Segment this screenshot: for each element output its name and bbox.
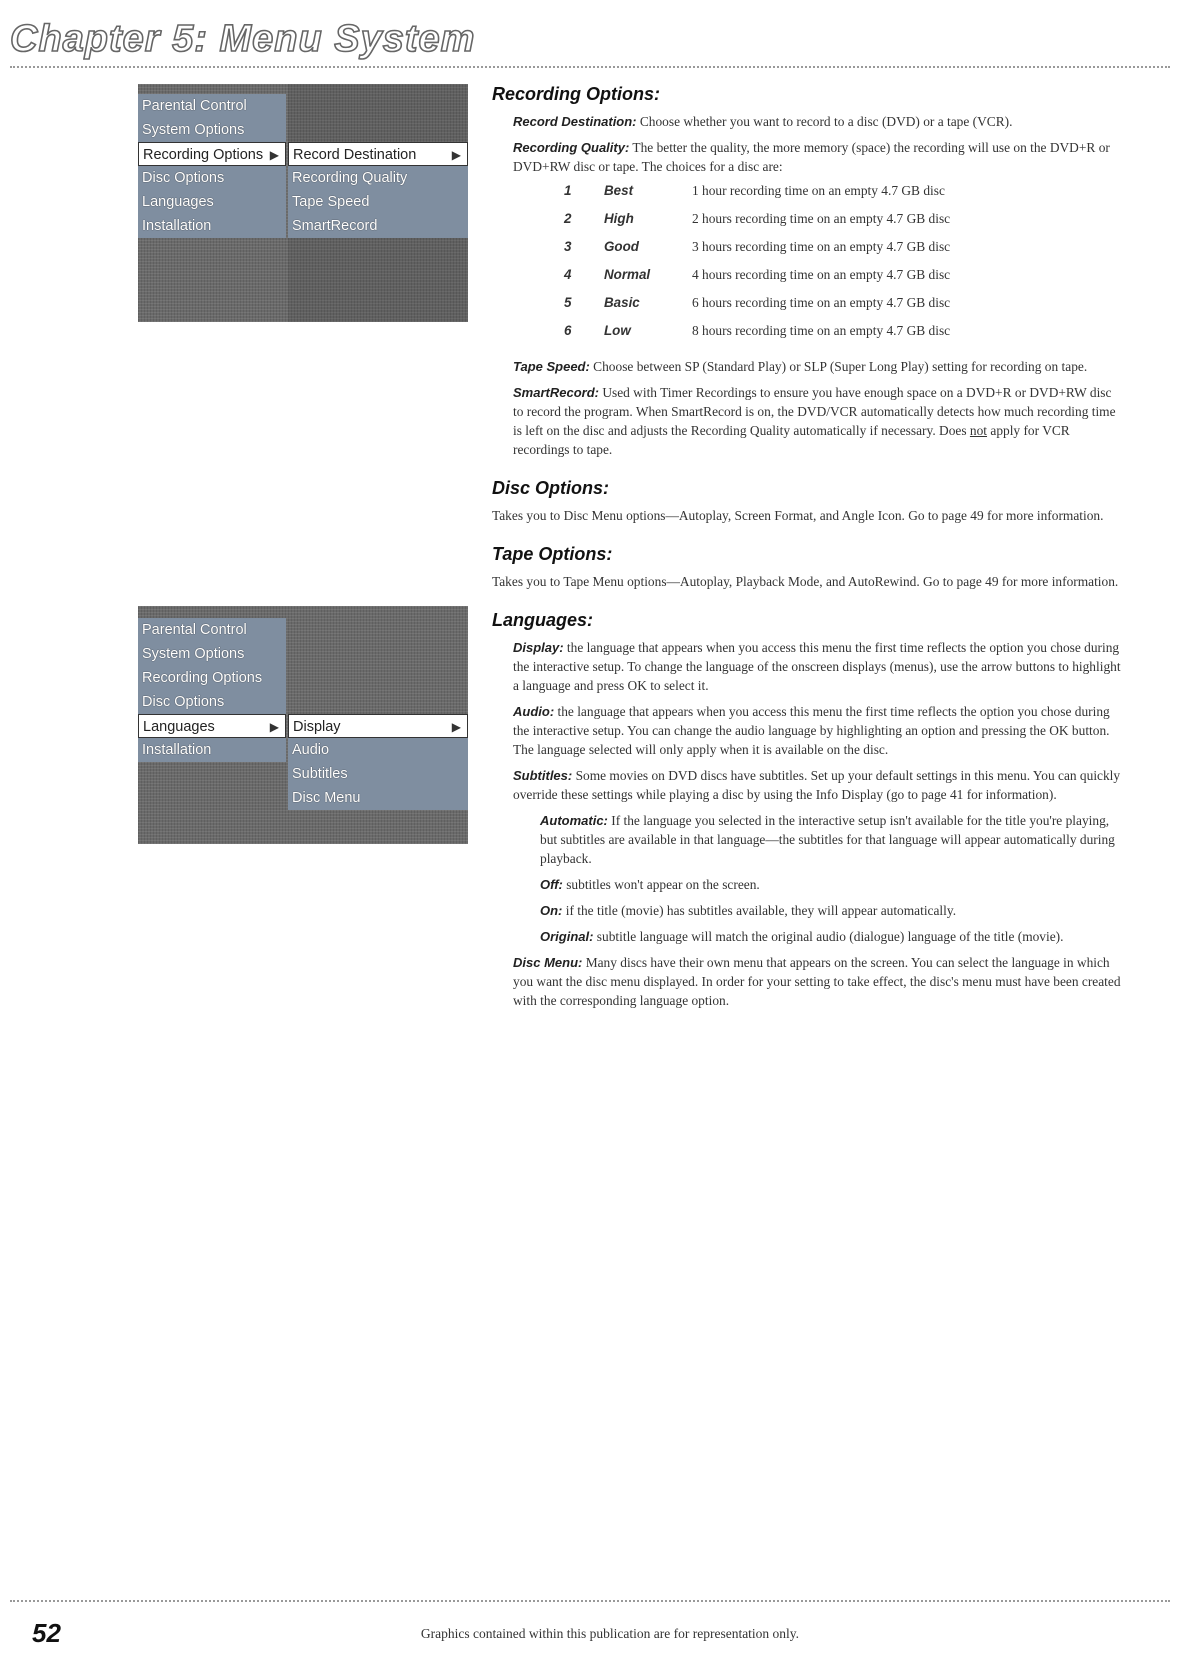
top-rule bbox=[10, 66, 1170, 68]
quality-desc: 1 hour recording time on an empty 4.7 GB disc bbox=[692, 183, 945, 198]
term-smartrecord: SmartRecord: bbox=[513, 385, 599, 400]
para-disc-menu bbox=[492, 953, 1124, 1010]
menu-sub-column bbox=[288, 606, 468, 844]
arrow-right-icon: ▶ bbox=[451, 720, 461, 734]
menu-item-recording-options bbox=[138, 142, 286, 166]
menu-item-languages bbox=[138, 714, 286, 738]
menu-item-installation: Installation bbox=[138, 214, 286, 238]
para-tape-speed bbox=[492, 357, 1124, 376]
submenu-item-smartrecord: SmartRecord bbox=[288, 214, 468, 238]
quality-name: Normal bbox=[604, 267, 651, 282]
term-recording-quality: Recording Quality: bbox=[513, 140, 630, 155]
text-smartrecord-underlined: not bbox=[969, 423, 988, 438]
term-tape-speed: Tape Speed: bbox=[513, 359, 590, 374]
submenu-item-label: Display bbox=[293, 719, 341, 735]
submenu-item-record-destination bbox=[288, 142, 468, 166]
text-automatic: If the language you selected in the interactive setup isn't available for the title you're playing, but subtitles are available in that language—the subtitles for that language will appear automatically during playback. bbox=[540, 813, 1115, 866]
footer-note: Graphics contained within this publication are for representation only. bbox=[420, 1626, 800, 1641]
term-on: On: bbox=[540, 903, 563, 918]
quality-desc: 2 hours recording time on an empty 4.7 GB disc bbox=[692, 211, 951, 226]
quality-name: High bbox=[604, 211, 634, 226]
arrow-right-icon: ▶ bbox=[269, 148, 279, 162]
text-original: subtitle language will match the original audio (dialogue) language of the title (movie). bbox=[593, 929, 1064, 944]
text-smartrecord: Used with Timer Recordings to ensure you have enough space on a DVD+R or DVD+RW disc to record the program. When SmartRecord is on, the DVD/VCR automatically detects how much recording time is left on the disc and adjusts the Recording Quality automatically if necessary. Does bbox=[513, 385, 1116, 438]
text-record-destination: Choose whether you want to record to a disc (DVD) or a tape (VCR). bbox=[636, 114, 1013, 129]
para-off bbox=[492, 875, 1124, 894]
arrow-right-icon: ▶ bbox=[451, 148, 461, 162]
menu-item-system-options: System Options bbox=[138, 118, 286, 142]
heading-languages: Languages: bbox=[492, 610, 594, 630]
bottom-rule bbox=[10, 1600, 1170, 1602]
term-disc-menu: Disc Menu: bbox=[513, 955, 583, 970]
submenu-item-recording-quality: Recording Quality bbox=[288, 166, 468, 190]
para-tape-options: Takes you to Tape Menu options—Autoplay, Playback Mode, and AutoRewind. Go to page 49 for more information. bbox=[492, 574, 1119, 589]
term-off: Off: bbox=[540, 877, 563, 892]
menu-item-recording-options: Recording Options bbox=[138, 666, 286, 690]
quality-name: Best bbox=[604, 183, 634, 198]
para-on bbox=[492, 901, 1124, 920]
term-original: Original: bbox=[540, 929, 594, 944]
para-smartrecord bbox=[492, 383, 1124, 459]
text-audio: the language that appears when you access this menu the first time reflects the option you chose during the interactive setup. You can change the audio language by highlighting an option and pressing the OK button. The language selected will only apply when it is available on the disc. bbox=[513, 704, 1110, 757]
quality-desc: 8 hours recording time on an empty 4.7 GB disc bbox=[692, 323, 951, 338]
term-record-destination: Record Destination: bbox=[513, 114, 637, 129]
content-column bbox=[492, 84, 1124, 1017]
quality-number: 6 bbox=[564, 323, 572, 338]
menu-item-label: Languages bbox=[143, 719, 215, 735]
menu-main-column bbox=[138, 84, 286, 322]
quality-desc: 4 hours recording time on an empty 4.7 GB disc bbox=[692, 267, 951, 282]
text-subtitles: Some movies on DVD discs have subtitles. Set up your default settings in this menu. You can quickly override these settings while playing a disc by using the Info Display (go to page 41 for information). bbox=[513, 768, 1121, 802]
menu-screenshot-recording-options bbox=[138, 84, 468, 322]
para-record-destination bbox=[492, 112, 1124, 131]
quality-name: Low bbox=[604, 323, 631, 338]
chapter-title: Chapter 5: Menu System bbox=[10, 18, 476, 60]
quality-name: Good bbox=[604, 239, 639, 254]
menu-item-parental-control: Parental Control bbox=[138, 94, 286, 118]
menu-screenshot-languages bbox=[138, 606, 468, 844]
menu-item-disc-options: Disc Options bbox=[138, 690, 286, 714]
submenu-item-tape-speed: Tape Speed bbox=[288, 190, 468, 214]
quality-desc: 3 hours recording time on an empty 4.7 GB disc bbox=[692, 239, 951, 254]
para-automatic bbox=[492, 811, 1124, 868]
term-subtitles: Subtitles: bbox=[513, 768, 573, 783]
term-audio: Audio: bbox=[513, 704, 555, 719]
table-row bbox=[564, 295, 950, 323]
table-row bbox=[564, 267, 950, 295]
submenu-item-disc-menu: Disc Menu bbox=[288, 786, 468, 810]
table-row bbox=[564, 239, 950, 267]
text-disc-menu: Many discs have their own menu that appears on the screen. You can select the language in which you want the disc menu displayed. In order for your setting to take effect, the disc's menu must have been created with the corresponding language option. bbox=[513, 955, 1121, 1008]
table-row bbox=[564, 211, 950, 239]
para-original bbox=[492, 927, 1124, 946]
para-audio bbox=[492, 702, 1124, 759]
menu-item-disc-options: Disc Options bbox=[138, 166, 286, 190]
page-number: 52 bbox=[32, 1618, 61, 1648]
submenu-item-label: Record Destination bbox=[293, 147, 417, 163]
menu-item-installation: Installation bbox=[138, 738, 286, 762]
menu-item-label: Recording Options bbox=[143, 147, 264, 163]
table-row bbox=[564, 183, 950, 211]
arrow-right-icon: ▶ bbox=[269, 720, 279, 734]
term-display: Display: bbox=[513, 640, 564, 655]
quality-table bbox=[564, 183, 950, 351]
submenu-item-audio: Audio bbox=[288, 738, 468, 762]
submenu-item-display bbox=[288, 714, 468, 738]
submenu-item-subtitles: Subtitles bbox=[288, 762, 468, 786]
menu-item-languages: Languages bbox=[138, 190, 286, 214]
menu-main-column bbox=[138, 606, 286, 844]
menu-item-parental-control: Parental Control bbox=[138, 618, 286, 642]
quality-number: 4 bbox=[564, 267, 572, 282]
text-display: the language that appears when you access this menu the first time reflects the option you chose during the interactive setup. To change the language of the onscreen displays (menus), use the arrow buttons to highlight a language and press OK to select it. bbox=[513, 640, 1121, 693]
text-smartrecord-end: apply for VCR recordings to tape. bbox=[513, 423, 1070, 457]
menu-sub-column bbox=[288, 84, 468, 322]
term-automatic: Automatic: bbox=[540, 813, 608, 828]
para-recording-quality bbox=[492, 138, 1124, 176]
heading-tape-options: Tape Options: bbox=[492, 544, 613, 564]
heading-disc-options: Disc Options: bbox=[492, 478, 610, 498]
quality-number: 1 bbox=[564, 183, 572, 198]
heading-recording-options: Recording Options: bbox=[492, 84, 660, 104]
quality-desc: 6 hours recording time on an empty 4.7 GB disc bbox=[692, 295, 951, 310]
para-display bbox=[492, 638, 1124, 695]
text-tape-speed: Choose between SP (Standard Play) or SLP (Super Long Play) setting for recording on tape. bbox=[589, 359, 1088, 374]
text-on: if the title (movie) has subtitles available, they will appear automatically. bbox=[562, 903, 957, 918]
text-recording-quality: The better the quality, the more memory (space) the recording will use on the DVD+R or DVD+RW disc or tape. The choices for a disc are: bbox=[513, 140, 1110, 174]
para-disc-options: Takes you to Disc Menu options—Autoplay, Screen Format, and Angle Icon. Go to page 49 for more information. bbox=[492, 508, 1104, 523]
table-row bbox=[564, 323, 950, 351]
quality-number: 2 bbox=[564, 211, 572, 226]
para-subtitles bbox=[492, 766, 1124, 804]
menu-item-system-options: System Options bbox=[138, 642, 286, 666]
quality-number: 3 bbox=[564, 239, 572, 254]
quality-name: Basic bbox=[604, 295, 640, 310]
text-off: subtitles won't appear on the screen. bbox=[562, 877, 760, 892]
quality-number: 5 bbox=[564, 295, 572, 310]
